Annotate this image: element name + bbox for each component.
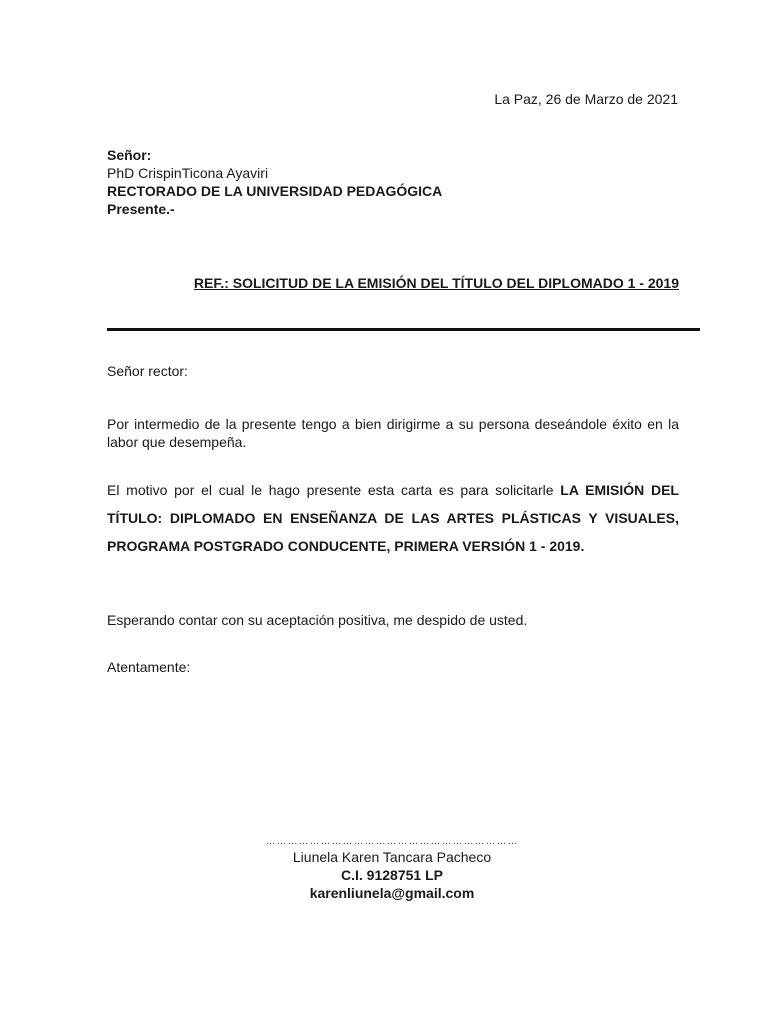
horizontal-rule [107,328,700,331]
salutation: Señor rector: [107,363,188,379]
paragraph-intro: Por intermedio de la presente tengo a bien dirigirme a su persona deseándole éxito en la labor que desempeña. [107,416,679,450]
paragraph-request-bold: LA EMISIÓN DEL TÍTULO: DIPLOMADO EN ENSEÑANZA DE LAS ARTES PLÁSTICAS Y VISUALES, PROGRAMA POSTGRADO CONDUCENTE, PRIMERA VERSIÓN 1 - 2019. [107,482,679,554]
recipient-institution: RECTORADO DE LA UNIVERSIDAD PEDAGÓGICA [107,183,443,199]
signature-line: …………………………………………………………… [265,836,519,847]
paragraph-request-text: El motivo por el cual le hago presente esta carta es para solicitarle [107,482,561,498]
closing: Atentamente: [107,659,191,675]
recipient-title: Señor: [107,147,152,163]
paragraph-request [107,476,679,560]
recipient-block [107,146,442,218]
recipient-presente: Presente.- [107,201,175,217]
paragraph-farewell: Esperando contar con su aceptación positiva, me despido de usted. [107,612,528,628]
signer-name: Liunela Karen Tancara Pacheco [292,849,492,865]
reference-line: REF.: SOLICITUD DE LA EMISIÓN DEL TÍTULO DEL DIPLOMADO 1 - 2019 [193,275,679,291]
signature-block [240,836,544,902]
recipient-name: PhD CrispinTicona Ayaviri [107,165,269,181]
signer-ci: C.I. 9128751 LP [341,867,443,883]
letter-date: La Paz, 26 de Marzo de 2021 [494,91,678,107]
signer-email: karenliunela@gmail.com [309,885,475,901]
